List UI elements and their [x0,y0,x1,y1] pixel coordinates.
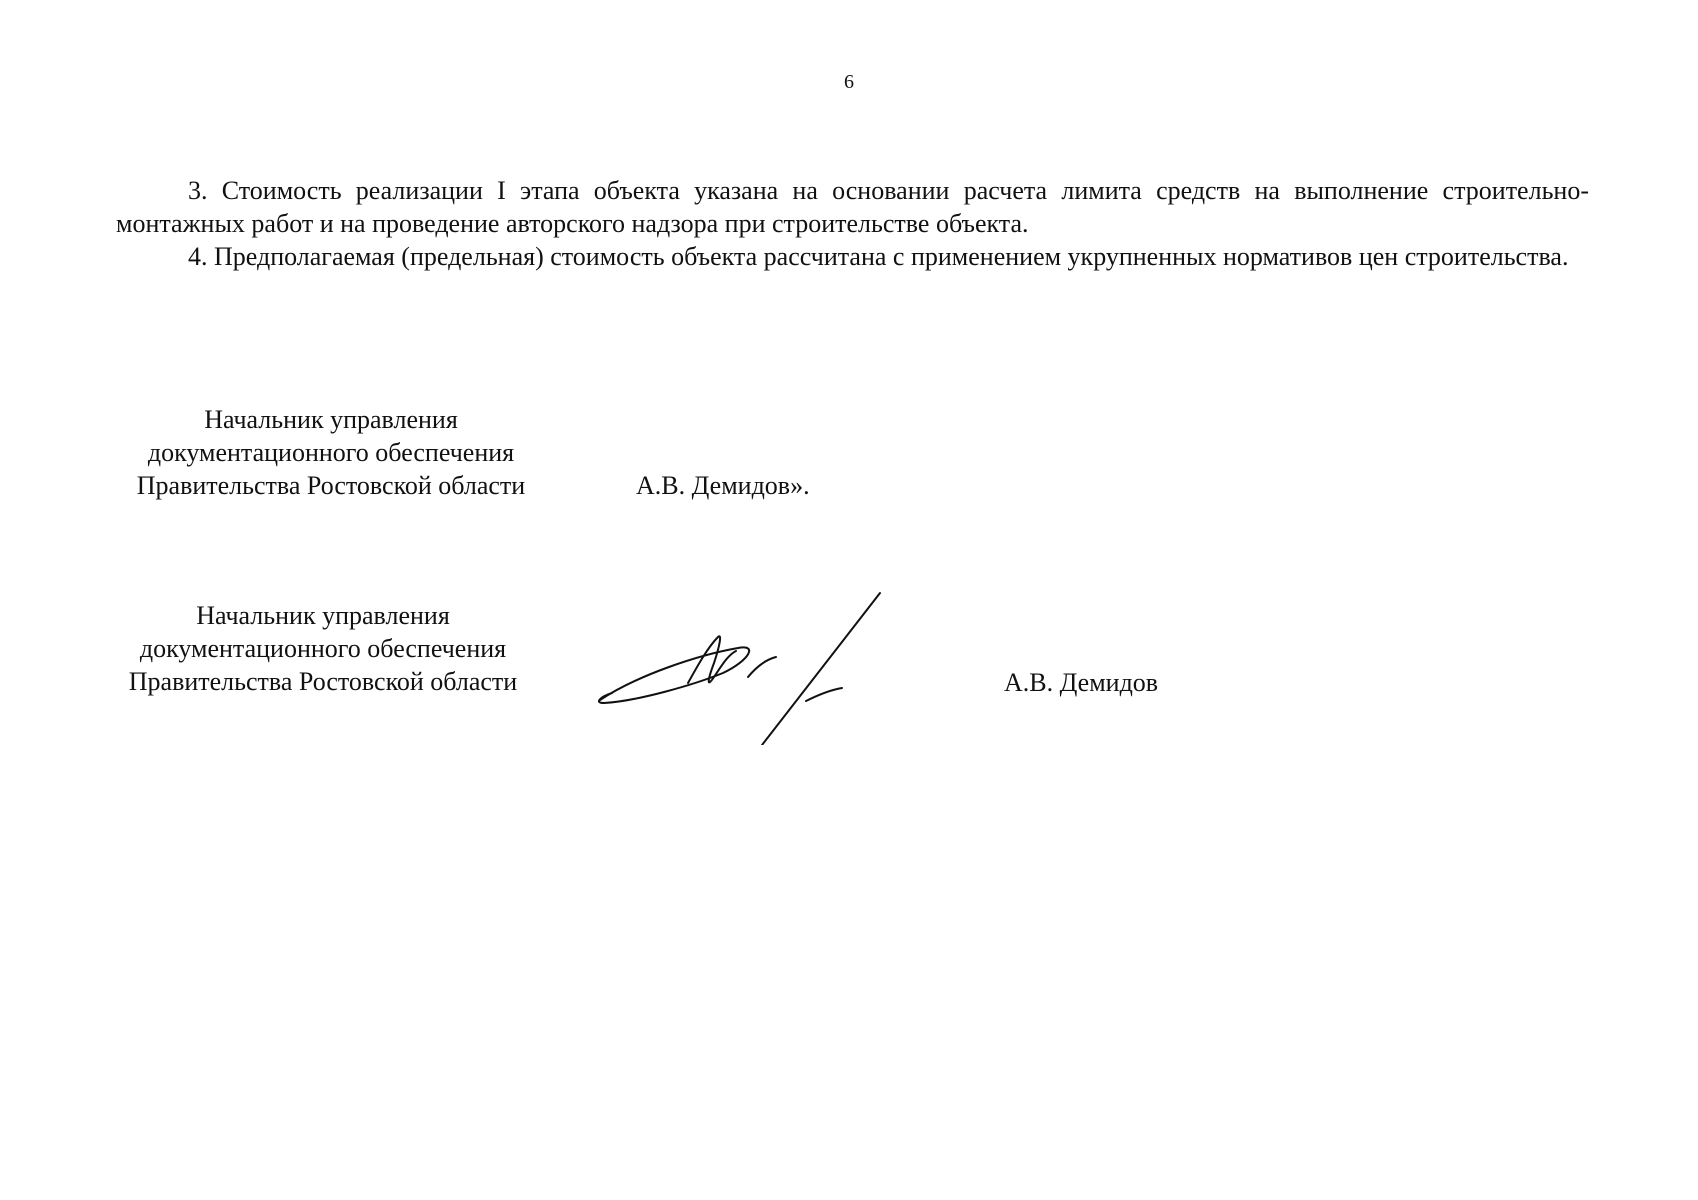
signatory-title-2-line-3: Правительства Ростовской области [128,667,518,696]
handwritten-signature [598,585,888,745]
signatory-name-2: А.В. Демидов [1004,668,1159,697]
signatory-title-2-line-1: Начальник управления [196,601,450,630]
signatory-name-1: А.В. Демидов». [636,471,810,500]
signatory-title-2-line-2: документационного обеспечения [139,634,507,663]
paragraph-4: 4. Предполагаемая (предельная) стоимость объекта рассчитана с применением укрупненных нормативов цен строительства. [188,242,1569,271]
page-number: 6 [844,71,854,93]
signatory-title-1-line-3: Правительства Ростовской области [136,471,526,500]
signatory-title-1-line-2: документационного обеспечения [147,438,515,467]
document-body [116,174,1589,273]
signatory-title-2 [108,599,538,698]
paragraph-3: 3. Стоимость реализации I этапа объекта указана на основании расчета лимита средств на выполнение строительно-монтажных работ и на проведение авторского надзора при строительстве объекта. [116,176,1589,238]
signatory-title-1 [116,403,546,502]
signatory-title-1-line-1: Начальник управления [204,405,458,434]
